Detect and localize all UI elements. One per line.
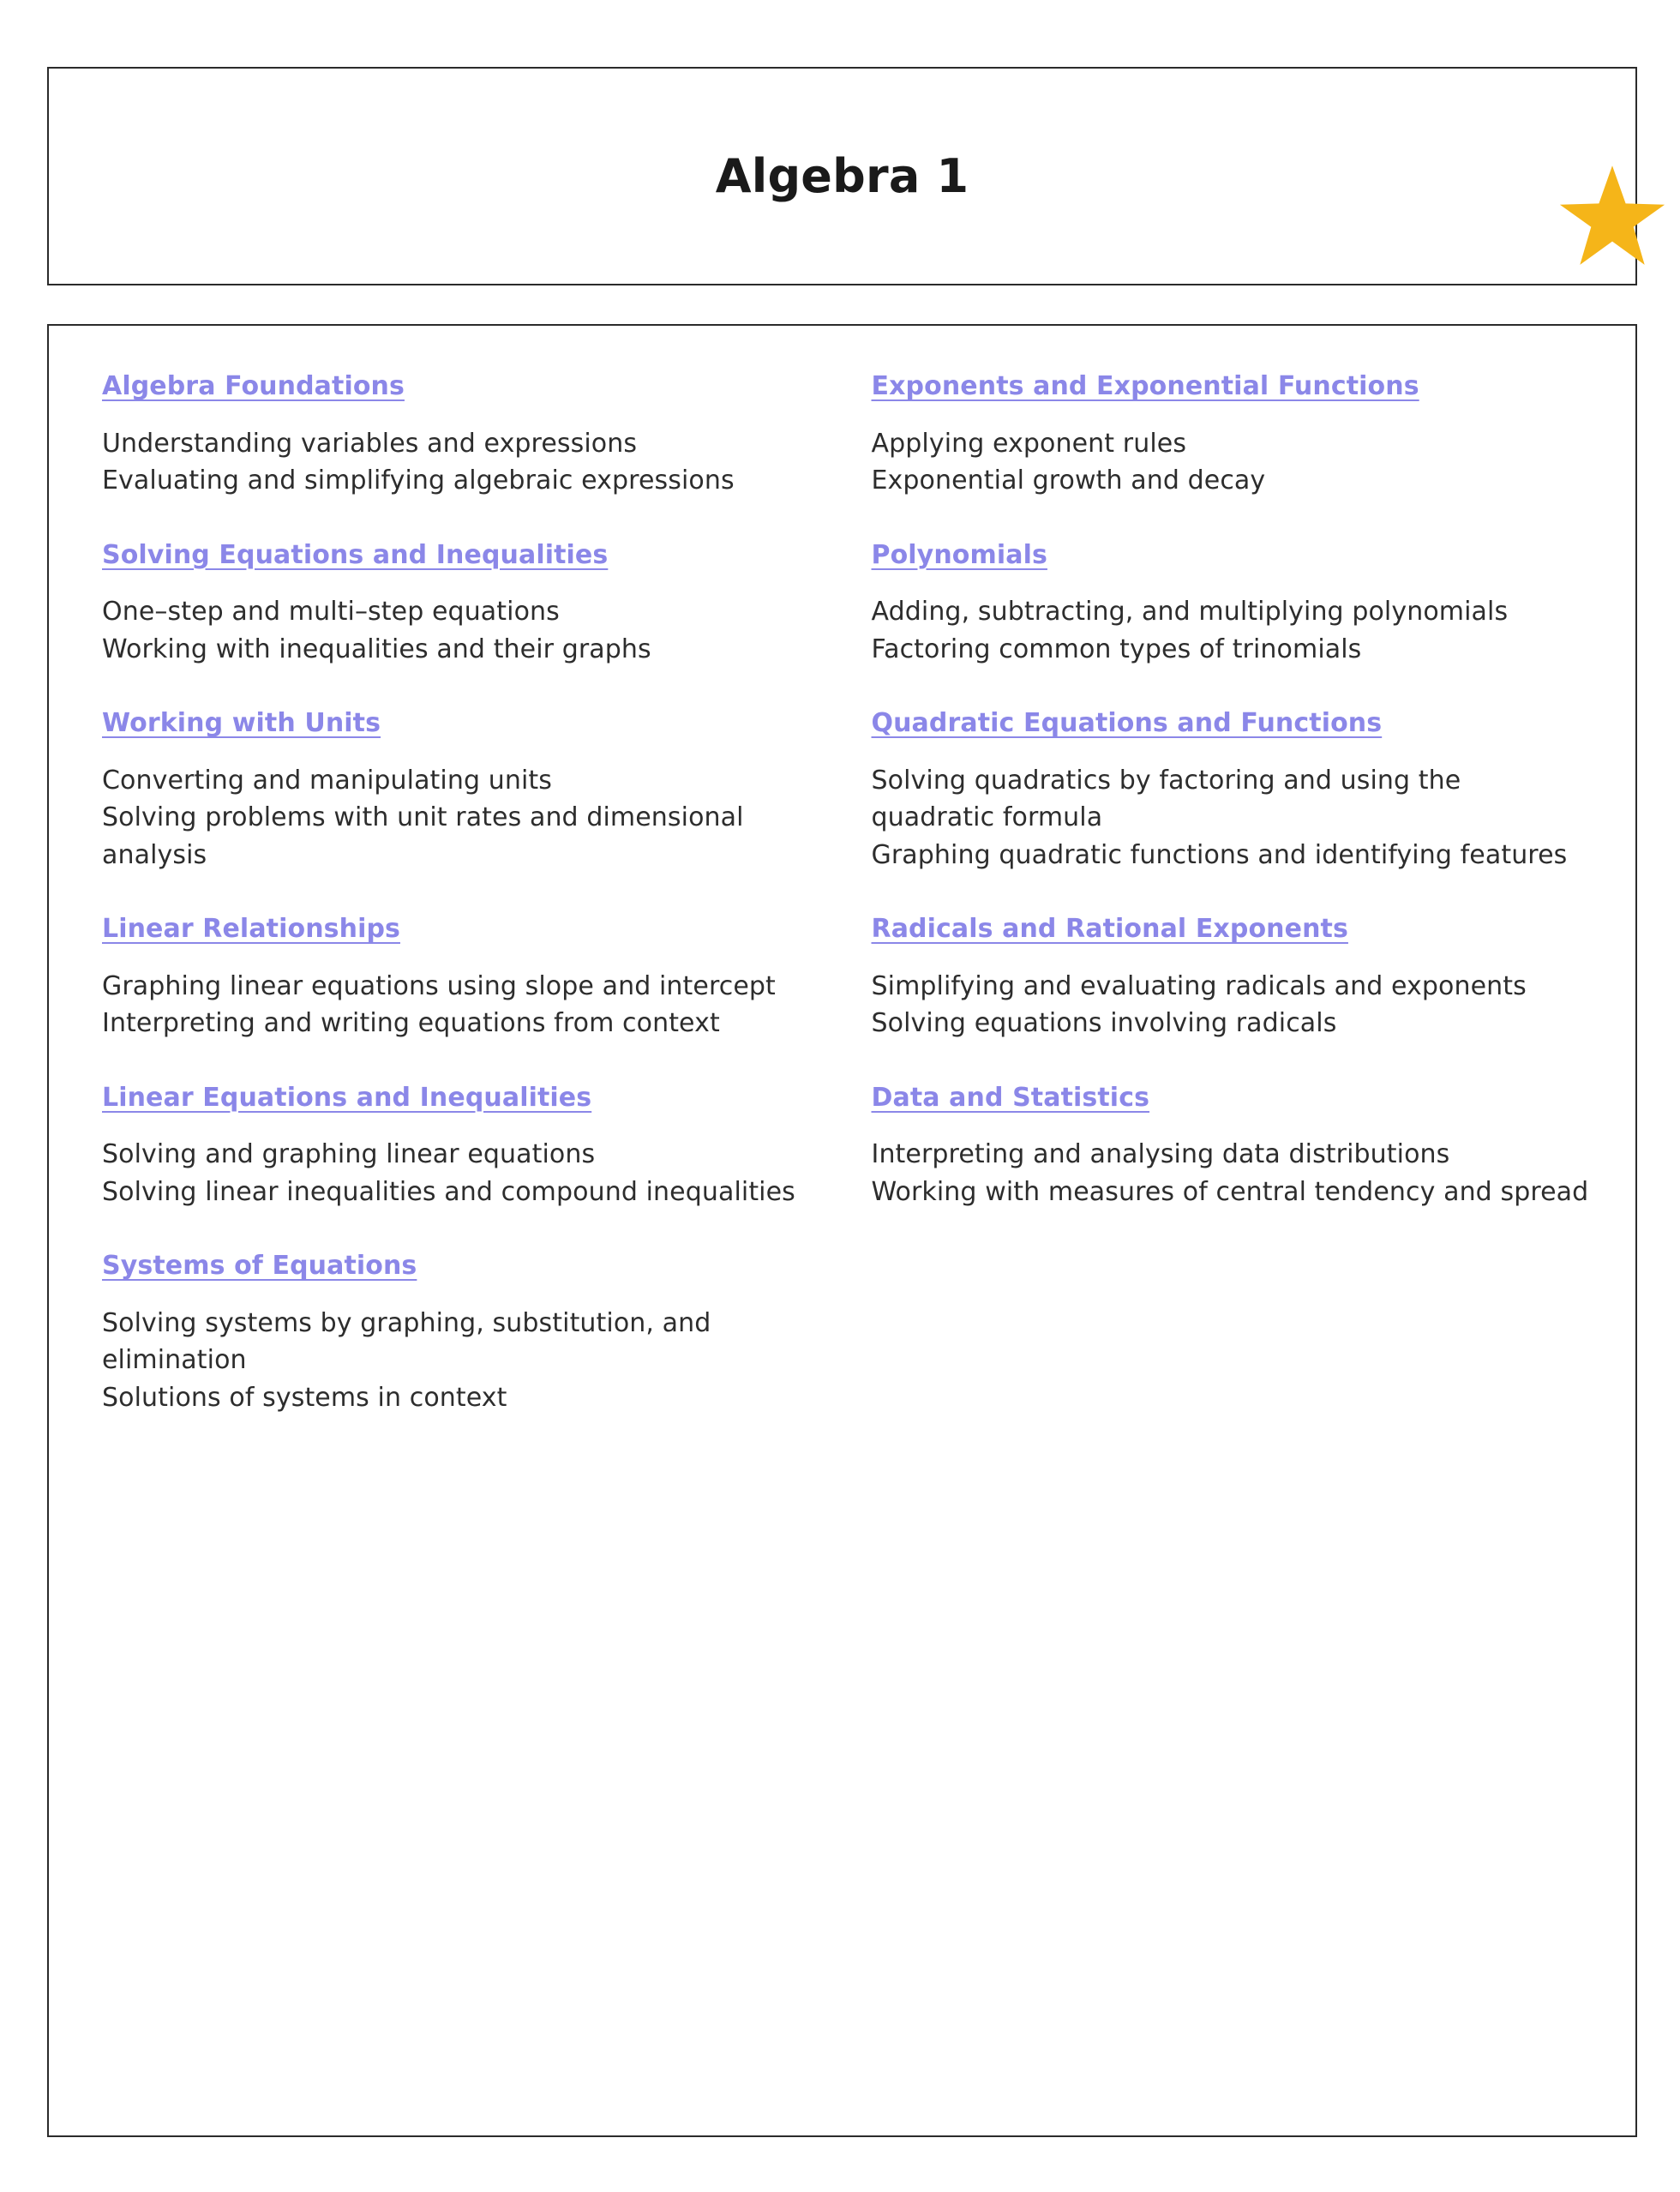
- list-item: Interpreting and analysing data distributions: [871, 1139, 1450, 1169]
- section-items: [872, 425, 1590, 500]
- section-heading[interactable]: Solving Equations and Inequalities: [102, 539, 609, 570]
- section-heading[interactable]: Algebra Foundations: [102, 371, 405, 401]
- section-heading[interactable]: Working with Units: [102, 708, 381, 738]
- list-item: Simplifying and evaluating radicals and exponents: [871, 970, 1527, 1001]
- section-heading[interactable]: Data and Statistics: [871, 1082, 1150, 1113]
- list-item: Factoring common types of trinomials: [871, 634, 1362, 664]
- header-box: [47, 67, 1637, 285]
- section-working-with-units: [102, 707, 820, 874]
- section-items: [872, 762, 1590, 874]
- list-item: Applying exponent rules: [871, 428, 1187, 459]
- list-item: Interpreting and writing equations from context: [102, 1008, 720, 1038]
- section-items: [872, 968, 1590, 1042]
- list-item: Solving quadratics by factoring and using the quadratic formula: [871, 765, 1461, 832]
- section-exponents-and-exponential-functions: [872, 370, 1590, 500]
- star-icon: [1557, 161, 1668, 273]
- section-items: [102, 968, 820, 1042]
- section-items: [102, 1305, 820, 1417]
- section-solving-equations-and-inequalities: [102, 539, 820, 669]
- section-heading[interactable]: Radicals and Rational Exponents: [871, 914, 1348, 944]
- content-columns: [102, 370, 1589, 1416]
- section-items: [102, 1136, 820, 1210]
- section-items: [872, 593, 1590, 668]
- list-item: One–step and multi–step equations: [102, 597, 560, 627]
- section-items: [102, 762, 820, 874]
- list-item: Graphing linear equations using slope and intercept: [102, 970, 776, 1001]
- list-item: Solving systems by graphing, substitution, and elimination: [102, 1307, 711, 1375]
- list-item: Understanding variables and expressions: [102, 428, 638, 459]
- list-item: Adding, subtracting, and multiplying polynomials: [871, 597, 1509, 627]
- column-right: [872, 370, 1590, 1416]
- section-items: [102, 425, 820, 500]
- section-quadratic-equations-and-functions: [872, 707, 1590, 874]
- section-items: [872, 1136, 1590, 1210]
- section-algebra-foundations: [102, 370, 820, 500]
- list-item: Solving and graphing linear equations: [102, 1139, 596, 1169]
- section-heading[interactable]: Linear Relationships: [102, 914, 400, 944]
- section-heading[interactable]: Quadratic Equations and Functions: [871, 708, 1383, 738]
- section-heading[interactable]: Systems of Equations: [102, 1251, 417, 1281]
- section-radicals-and-rational-exponents: [872, 913, 1590, 1042]
- section-systems-of-equations: [102, 1250, 820, 1416]
- section-linear-equations-and-inequalities: [102, 1082, 820, 1211]
- column-left: [102, 370, 820, 1416]
- page-title: Algebra 1: [715, 149, 969, 203]
- content-box: [47, 324, 1637, 2137]
- list-item: Evaluating and simplifying algebraic expressions: [102, 465, 735, 495]
- list-item: Solving linear inequalities and compound inequalities: [102, 1176, 795, 1207]
- section-heading[interactable]: Exponents and Exponential Functions: [871, 371, 1419, 401]
- list-item: Working with inequalities and their graphs: [102, 634, 651, 664]
- section-items: [102, 593, 820, 668]
- section-heading[interactable]: Linear Equations and Inequalities: [102, 1082, 592, 1113]
- list-item: Solving problems with unit rates and dimensional analysis: [102, 802, 744, 870]
- list-item: Working with measures of central tendency and spread: [871, 1176, 1589, 1207]
- section-heading[interactable]: Polynomials: [871, 539, 1047, 570]
- section-linear-relationships: [102, 913, 820, 1042]
- list-item: Converting and manipulating units: [102, 765, 553, 796]
- list-item: Exponential growth and decay: [871, 465, 1266, 495]
- list-item: Graphing quadratic functions and identifying features: [871, 839, 1568, 870]
- list-item: Solving equations involving radicals: [871, 1008, 1337, 1038]
- section-data-and-statistics: [872, 1082, 1590, 1211]
- list-item: Solutions of systems in context: [102, 1382, 507, 1413]
- section-polynomials: [872, 539, 1590, 669]
